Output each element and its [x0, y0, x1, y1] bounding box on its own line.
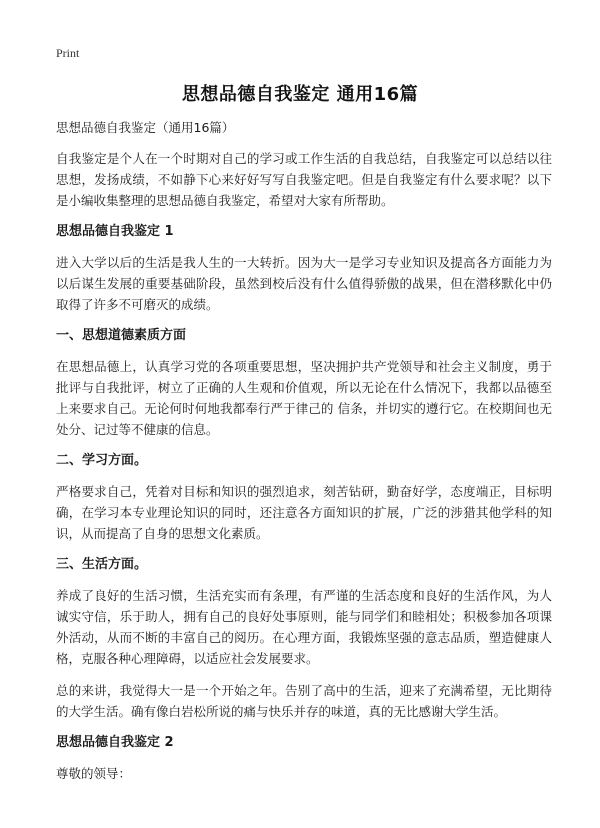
print-link[interactable]: Print [56, 46, 80, 60]
intro-paragraph: 自我鉴定是个人在一个时期对自己的学习或工作生活的自我总结，自我鉴定可以总结以往思想，发扬成绩，不如静下心来好好写写自我鉴定吧。但是自我鉴定有什么要求呢？以下是小编收集整理的思想品德自我鉴定，希望对大家有所帮助。 [56, 151, 552, 208]
subsection-life-heading: 三、生活方面。 [56, 557, 148, 572]
subsection-moral-heading: 一、思想道德素质方面 [56, 328, 187, 343]
subsection-study-heading: 二、学习方面。 [56, 453, 148, 468]
summary-paragraph: 总的来讲，我觉得大一是一个开始之年。告别了高中的生活，迎来了充满希望，无比期待的大学生活。确有像白岩松所说的痛与快乐并存的味道，真的无比感谢大学生活。 [56, 683, 552, 719]
section-2-heading: 思想品德自我鉴定 2 [56, 735, 174, 750]
subsection-moral-paragraph: 在思想品德上，认真学习党的各项重要思想，坚决拥护共产党领导和社会主义制度，勇于批评与自我批评，树立了正确的人生观和价值观，所以无论在什么情况下，我都以品德至上来要求自己。无论何时何地我都奉行严于律己的 信条，并切实的遵行它。在校期间也无处分、记过等不健康的信息。 [56, 359, 552, 437]
document-body [56, 118, 552, 795]
salutation-paragraph: 尊敬的领导： [56, 766, 132, 781]
subsection-study-paragraph: 严格要求自己，凭着对目标和知识的强烈追求，刻苦钻研，勤奋好学，态度端正，目标明确，在学习本专业理论知识的同时，还注意各方面知识的扩展，广泛的涉猎其他学科的知识，从而提高了自身的思想文化素质。 [56, 484, 552, 541]
document-subtitle: 思想品德自我鉴定（通用16篇） [56, 120, 235, 135]
subsection-life-paragraph: 养成了良好的生活习惯，生活充实而有条理，有严谨的生活态度和良好的生活作风，为人诚实守信，乐于助人，拥有自己的良好处事原则，能与同学们和睦相处；积极参加各项课外活动，从而不断的丰富自己的阅历。在心理方面，我锻炼坚强的意志品质，塑造健康人格，克服各种心理障碍，以适应社会发展要求。 [56, 588, 552, 666]
document-title: 思想品德自我鉴定 通用16篇 [181, 84, 419, 105]
section-1-heading: 思想品德自我鉴定 1 [56, 224, 174, 239]
section-1-intro-paragraph: 进入大学以后的生活是我人生的一大转折。因为大一是学习专业知识及提高各方面能力为以后谋生发展的重要基础阶段，虽然到校后没有什么值得骄傲的战果，但在潜移默化中仍取得了许多不可磨灭的成绩。 [56, 255, 552, 312]
